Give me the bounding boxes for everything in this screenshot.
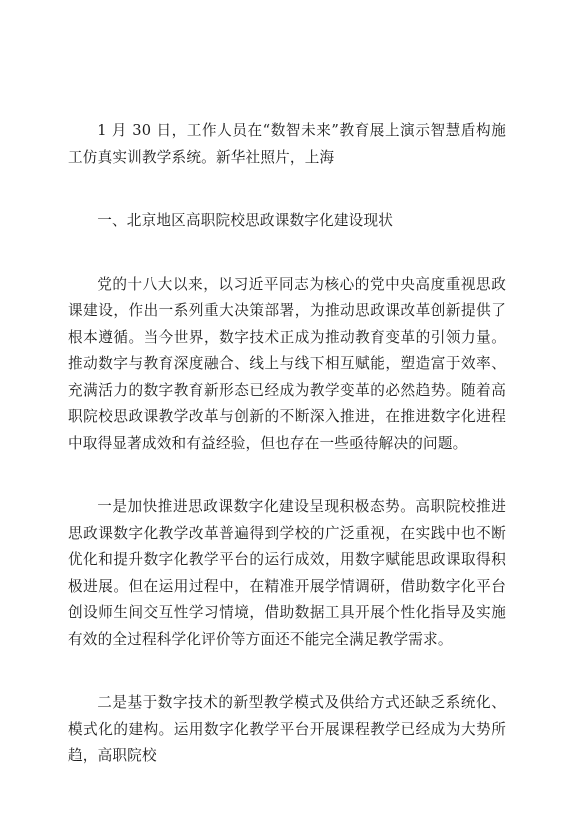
section-heading: 一、北京地区高职院校思政课数字化建设现状 — [97, 212, 394, 229]
paragraph-point-two: 二是基于数字技术的新型教学模式及供给方式还缺乏系统化、模式化的建构。运用数字化教学平台开展课程教学已经成为大势所趋，高职院校 — [68, 694, 506, 764]
paragraph-point-one: 一是加快推进思政课数字化建设呈现积极态势。高职院校推进思政课数字化教学改革普遍得到学校的广泛重视，在实践中也不断优化和提升数字化教学平台的运行成效，用数字赋能思政课取得积极进展。但在运用过程中，在精准开展学情调研，借助数字化平台创设师生间交互性学习情境，借助数据工具开展个性化指导及实施有效的全过程科学化评价等方面还不能完全满足教学需求。 — [68, 498, 506, 648]
photo-caption: 1 月 30 日，工作人员在“数智未来”教育展上演示智慧盾构施工仿真实训教学系统。新华社照片，上海 — [68, 122, 506, 166]
paragraph-intro: 党的十八大以来，以习近平同志为核心的党中央高度重视思政课建设，作出一系列重大决策部署，为推动思政课改革创新提供了根本遵循。当今世界，数字技术正成为推动教育变革的引领力量。推动数字与教育深度融合、线上与线下相互赋能，塑造富于效率、充满活力的数字教育新形态已经成为教学变革的必然趋势。随着高职院校思政课教学改革与创新的不断深入推进，在推进数字化进程中取得显著成效和有益经验，但也存在一些亟待解决的问题。 — [68, 275, 506, 452]
